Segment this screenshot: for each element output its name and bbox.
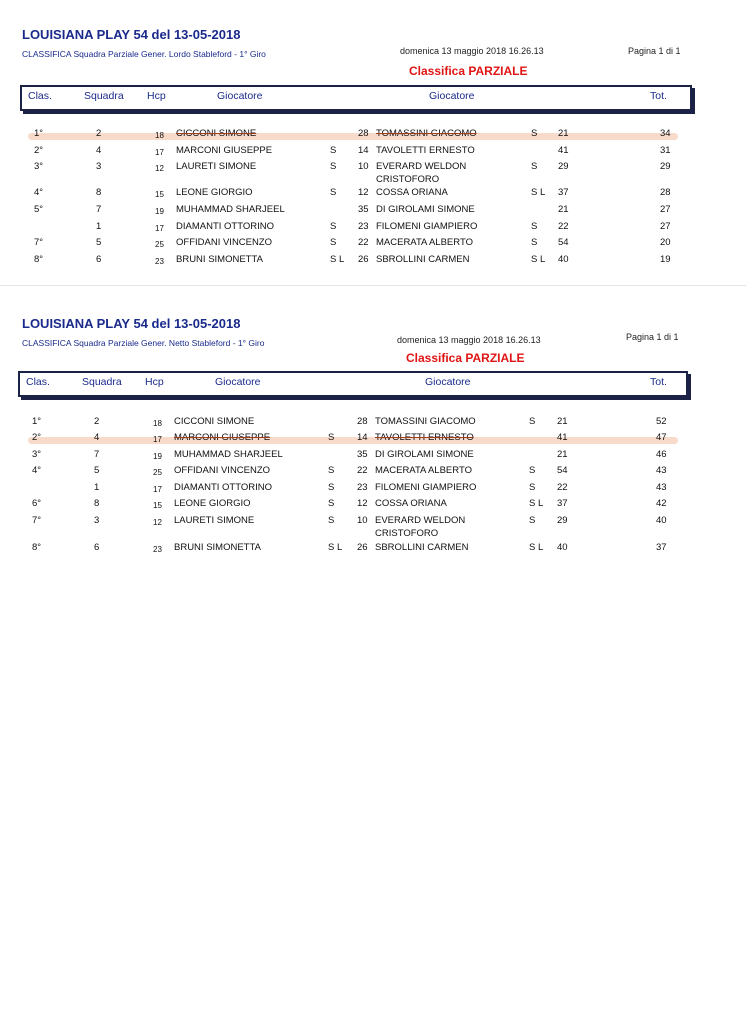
player-2-score: 29 (558, 161, 569, 172)
hcp-cell: 23 (155, 257, 164, 266)
total-cell: 34 (660, 128, 671, 139)
table-row (0, 515, 746, 539)
player-1-name: DIAMANTI OTTORINO (174, 482, 272, 493)
table-row (0, 187, 746, 203)
page-indicator: Pagina 1 di 1 (626, 332, 679, 342)
rank-cell: 1° (34, 128, 44, 139)
team-number-cell: 5 (96, 237, 102, 248)
player-2-flags: S (531, 128, 538, 139)
player-2-name: DI GIROLAMI SIMONE (375, 449, 474, 460)
section-divider (0, 285, 746, 286)
player-2-hcp: 23 (358, 221, 369, 232)
rank-cell: 7° (34, 237, 44, 248)
player-2-score: 21 (558, 128, 569, 139)
team-number-cell: 3 (96, 161, 102, 172)
header-hcp: Hcp (145, 376, 164, 388)
player-1-flags: S (328, 482, 335, 493)
header-giocatore-1: Giocatore (215, 376, 261, 388)
player-1-name: MUHAMMAD SHARJEEL (176, 204, 285, 215)
total-cell: 40 (656, 515, 667, 526)
hcp-cell: 23 (153, 545, 162, 554)
player-2-name: TOMASSINI GIACOMO (375, 416, 476, 427)
header-tot: Tot. (650, 90, 667, 102)
player-2-score: 22 (558, 221, 569, 232)
team-number-cell: 4 (96, 145, 102, 156)
player-2-hcp: 22 (357, 465, 368, 476)
total-cell: 31 (660, 145, 671, 156)
player-1-name: OFFIDANI VINCENZO (176, 237, 273, 248)
player-1-flags: S (330, 187, 337, 198)
player-2-name: TOMASSINI GIACOMO (376, 128, 477, 139)
player-2-hcp: 28 (357, 416, 368, 427)
hcp-cell: 25 (155, 240, 164, 249)
hcp-cell: 25 (153, 468, 162, 477)
header-squadra: Squadra (82, 376, 122, 388)
hcp-cell: 19 (153, 452, 162, 461)
player-2-flags: S L (529, 498, 544, 509)
hcp-cell: 17 (153, 485, 162, 494)
player-1-flags: S (330, 145, 337, 156)
player-1-flags: S L (330, 254, 345, 265)
player-2-score: 54 (558, 237, 569, 248)
table-row (0, 237, 746, 253)
player-2-hcp: 28 (358, 128, 369, 139)
player-1-flags: S (328, 498, 335, 509)
rank-cell: 4° (34, 187, 44, 198)
player-2-flags: S (529, 416, 536, 427)
player-2-score: 21 (558, 204, 569, 215)
team-number-cell: 3 (94, 515, 100, 526)
player-2-score: 29 (557, 515, 568, 526)
player-2-flags: S L (531, 187, 546, 198)
player-2-name-cont: CRISTOFORO (376, 174, 440, 185)
player-2-score: 21 (557, 449, 568, 460)
total-cell: 43 (656, 465, 667, 476)
player-1-flags: S (330, 221, 337, 232)
player-2-name: MACERATA ALBERTO (376, 237, 473, 248)
player-2-flags: S (531, 161, 538, 172)
player-2-name: TAVOLETTI ERNESTO (376, 145, 475, 156)
player-2-hcp: 23 (357, 482, 368, 493)
table-row (0, 254, 746, 270)
hcp-cell: 12 (153, 518, 162, 527)
player-2-name: EVERARD WELDON (375, 515, 466, 526)
player-2-flags: S (529, 482, 536, 493)
player-2-name-cont: CRISTOFORO (375, 528, 439, 539)
player-2-name: COSSA ORIANA (376, 187, 448, 198)
rank-cell: 1° (32, 416, 42, 427)
hcp-cell: 15 (153, 501, 162, 510)
team-number-cell: 1 (96, 221, 102, 232)
rank-cell: 3° (32, 449, 42, 460)
player-1-flags: S (328, 515, 335, 526)
player-1-flags: S (330, 237, 337, 248)
total-cell: 27 (660, 221, 671, 232)
player-1-name: OFFIDANI VINCENZO (174, 465, 271, 476)
player-1-name: CICCONI SIMONE (176, 128, 257, 139)
player-2-score: 21 (557, 416, 568, 427)
player-2-hcp: 35 (357, 449, 368, 460)
table-row (0, 128, 746, 144)
parziale-label: Classifica PARZIALE (406, 351, 525, 365)
hcp-cell: 17 (155, 224, 164, 233)
player-2-score: 54 (557, 465, 568, 476)
table-row (0, 416, 746, 432)
rank-cell: 8° (34, 254, 44, 265)
header-giocatore-1: Giocatore (217, 90, 263, 102)
header-hcp: Hcp (147, 90, 166, 102)
table-row (0, 449, 746, 465)
team-number-cell: 6 (96, 254, 102, 265)
hcp-cell: 15 (155, 190, 164, 199)
player-2-name: FILOMENI GIAMPIERO (375, 482, 477, 493)
player-2-name: COSSA ORIANA (375, 498, 447, 509)
player-1-name: DIAMANTI OTTORINO (176, 221, 274, 232)
total-cell: 43 (656, 482, 667, 493)
player-2-flags: S L (531, 254, 546, 265)
rank-cell: 2° (32, 432, 42, 443)
report-subtitle: CLASSIFICA Squadra Parziale Gener. Lordo Stableford - 1° Giro (22, 49, 266, 59)
player-2-name: FILOMENI GIAMPIERO (376, 221, 478, 232)
rank-cell: 3° (34, 161, 44, 172)
table-row (0, 161, 746, 185)
total-cell: 28 (660, 187, 671, 198)
classifica-netto-section (0, 292, 746, 592)
page-indicator: Pagina 1 di 1 (628, 46, 681, 56)
hcp-cell: 17 (155, 148, 164, 157)
header-giocatore-2: Giocatore (429, 90, 475, 102)
report-datetime: domenica 13 maggio 2018 16.26.13 (400, 46, 544, 56)
team-number-cell: 8 (96, 187, 102, 198)
player-2-flags: S (529, 465, 536, 476)
player-1-name: BRUNI SIMONETTA (174, 542, 261, 553)
parziale-label: Classifica PARZIALE (409, 64, 528, 78)
player-2-score: 41 (557, 432, 568, 443)
team-number-cell: 5 (94, 465, 100, 476)
player-2-score: 22 (557, 482, 568, 493)
player-1-flags: S (328, 465, 335, 476)
table-row (0, 482, 746, 498)
player-1-name: LEONE GIORGIO (174, 498, 251, 509)
player-2-name: TAVOLETTI ERNESTO (375, 432, 474, 443)
team-number-cell: 2 (96, 128, 102, 139)
total-cell: 27 (660, 204, 671, 215)
player-2-score: 40 (557, 542, 568, 553)
table-row (0, 465, 746, 481)
player-1-name: MARCONI GIUSEPPE (176, 145, 273, 156)
rank-cell: 2° (34, 145, 44, 156)
table-row (0, 498, 746, 514)
header-giocatore-2: Giocatore (425, 376, 471, 388)
player-2-score: 37 (558, 187, 569, 198)
player-1-flags: S (330, 161, 337, 172)
table-header (20, 85, 692, 111)
header-clas: Clas. (26, 376, 50, 388)
team-number-cell: 6 (94, 542, 100, 553)
total-cell: 47 (656, 432, 667, 443)
total-cell: 52 (656, 416, 667, 427)
player-2-flags: S (529, 515, 536, 526)
table-row (0, 204, 746, 220)
table-row (0, 542, 746, 558)
classifica-lordo-section (0, 0, 746, 290)
rank-cell: 7° (32, 515, 42, 526)
total-cell: 29 (660, 161, 671, 172)
player-2-name: DI GIROLAMI SIMONE (376, 204, 475, 215)
rank-cell: 8° (32, 542, 42, 553)
table-row (0, 145, 746, 161)
total-cell: 46 (656, 449, 667, 460)
team-number-cell: 7 (94, 449, 100, 460)
team-number-cell: 1 (94, 482, 100, 493)
total-cell: 37 (656, 542, 667, 553)
player-2-flags: S (531, 221, 538, 232)
table-row (0, 432, 746, 448)
player-2-flags: S L (529, 542, 544, 553)
hcp-cell: 18 (155, 131, 164, 140)
total-cell: 20 (660, 237, 671, 248)
header-clas: Clas. (28, 90, 52, 102)
table-row (0, 221, 746, 237)
player-2-name: SBROLLINI CARMEN (375, 542, 469, 553)
rank-cell: 4° (32, 465, 42, 476)
player-2-hcp: 12 (358, 187, 369, 198)
header-tot: Tot. (650, 376, 667, 388)
report-datetime: domenica 13 maggio 2018 16.26.13 (397, 335, 541, 345)
player-1-name: BRUNI SIMONETTA (176, 254, 263, 265)
player-2-hcp: 14 (357, 432, 368, 443)
rank-cell: 6° (32, 498, 42, 509)
player-2-hcp: 10 (358, 161, 369, 172)
hcp-cell: 19 (155, 207, 164, 216)
player-2-hcp: 14 (358, 145, 369, 156)
player-1-name: MARCONI GIUSEPPE (174, 432, 271, 443)
player-2-score: 41 (558, 145, 569, 156)
player-2-name: MACERATA ALBERTO (375, 465, 472, 476)
player-2-hcp: 26 (358, 254, 369, 265)
player-1-name: LAURETI SIMONE (176, 161, 257, 172)
report-title: LOUISIANA PLAY 54 del 13-05-2018 (22, 316, 241, 331)
player-2-hcp: 22 (358, 237, 369, 248)
player-1-name: CICCONI SIMONE (174, 416, 255, 427)
player-1-flags: S L (328, 542, 343, 553)
player-2-hcp: 12 (357, 498, 368, 509)
total-cell: 19 (660, 254, 671, 265)
hcp-cell: 18 (153, 419, 162, 428)
header-squadra: Squadra (84, 90, 124, 102)
player-2-name: SBROLLINI CARMEN (376, 254, 470, 265)
hcp-cell: 17 (153, 435, 162, 444)
player-2-hcp: 26 (357, 542, 368, 553)
player-1-name: MUHAMMAD SHARJEEL (174, 449, 283, 460)
player-1-name: LEONE GIORGIO (176, 187, 253, 198)
rank-cell: 5° (34, 204, 44, 215)
player-2-score: 37 (557, 498, 568, 509)
player-2-name: EVERARD WELDON (376, 161, 467, 172)
report-subtitle: CLASSIFICA Squadra Parziale Gener. Netto Stableford - 1° Giro (22, 338, 265, 348)
team-number-cell: 7 (96, 204, 102, 215)
total-cell: 42 (656, 498, 667, 509)
report-title: LOUISIANA PLAY 54 del 13-05-2018 (22, 27, 241, 42)
player-2-flags: S (531, 237, 538, 248)
player-1-flags: S (328, 432, 335, 443)
player-1-name: LAURETI SIMONE (174, 515, 255, 526)
hcp-cell: 12 (155, 164, 164, 173)
team-number-cell: 2 (94, 416, 100, 427)
player-2-score: 40 (558, 254, 569, 265)
player-2-hcp: 10 (357, 515, 368, 526)
player-2-hcp: 35 (358, 204, 369, 215)
team-number-cell: 4 (94, 432, 100, 443)
team-number-cell: 8 (94, 498, 100, 509)
table-header (18, 371, 688, 397)
